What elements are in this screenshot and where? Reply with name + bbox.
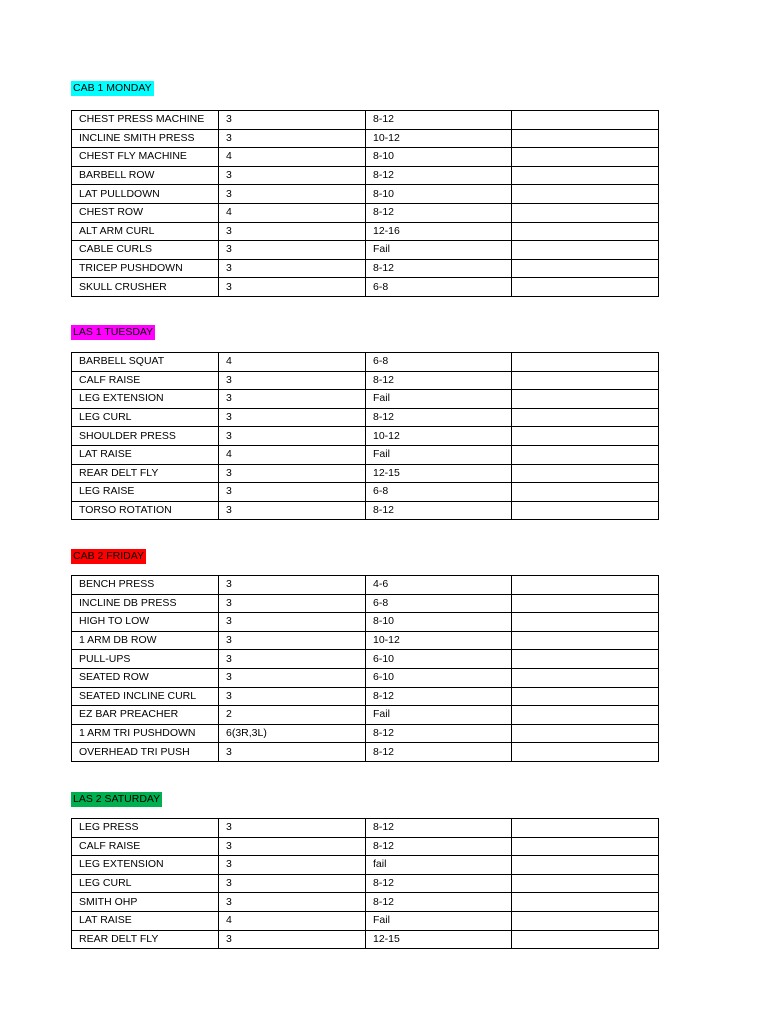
exercise-name-cell: SMITH OHP — [72, 893, 219, 912]
sets-cell: 3 — [219, 687, 366, 706]
sets-cell: 3 — [219, 631, 366, 650]
reps-cell: 8-12 — [366, 259, 512, 278]
exercise-name-cell: LAT RAISE — [72, 911, 219, 930]
exercise-name-cell: REAR DELT FLY — [72, 930, 219, 949]
exercise-name-cell: BENCH PRESS — [72, 576, 219, 595]
table-row — [72, 129, 659, 148]
exercise-name-cell: INCLINE DB PRESS — [72, 594, 219, 613]
table-row — [72, 874, 659, 893]
sets-cell: 3 — [219, 819, 366, 838]
exercise-name-cell: SEATED ROW — [72, 668, 219, 687]
table-row — [72, 650, 659, 669]
exercise-name-cell: CALF RAISE — [72, 837, 219, 856]
reps-cell: 8-12 — [366, 837, 512, 856]
notes-cell — [512, 166, 659, 185]
reps-cell: Fail — [366, 706, 512, 725]
notes-cell — [512, 501, 659, 520]
sets-cell: 4 — [219, 148, 366, 167]
notes-cell — [512, 185, 659, 204]
reps-cell: 8-12 — [366, 371, 512, 390]
exercise-name-cell: LEG CURL — [72, 408, 219, 427]
reps-cell: 8-12 — [366, 408, 512, 427]
sets-cell: 3 — [219, 390, 366, 409]
reps-cell: Fail — [366, 390, 512, 409]
notes-cell — [512, 837, 659, 856]
reps-cell: 12-16 — [366, 222, 512, 241]
notes-cell — [512, 668, 659, 687]
reps-cell: 8-10 — [366, 613, 512, 632]
exercise-name-cell: OVERHEAD TRI PUSH — [72, 743, 219, 762]
sets-cell: 4 — [219, 353, 366, 372]
reps-cell: Fail — [366, 241, 512, 260]
notes-cell — [512, 893, 659, 912]
reps-cell: 12-15 — [366, 464, 512, 483]
table-row — [72, 203, 659, 222]
sets-cell: 3 — [219, 464, 366, 483]
table-row — [72, 706, 659, 725]
sets-cell: 3 — [219, 650, 366, 669]
sets-cell: 3 — [219, 166, 366, 185]
sets-cell: 3 — [219, 594, 366, 613]
table-row — [72, 687, 659, 706]
sets-cell: 3 — [219, 278, 366, 297]
sets-cell: 3 — [219, 856, 366, 875]
sets-cell: 4 — [219, 445, 366, 464]
exercise-name-cell: ALT ARM CURL — [72, 222, 219, 241]
section-title-cab1-monday: CAB 1 MONDAY — [73, 82, 152, 94]
reps-cell: 8-12 — [366, 893, 512, 912]
notes-cell — [512, 111, 659, 130]
reps-cell: 4-6 — [366, 576, 512, 595]
reps-cell: 8-10 — [366, 185, 512, 204]
reps-cell: fail — [366, 856, 512, 875]
sets-cell: 3 — [219, 241, 366, 260]
exercise-name-cell: SHOULDER PRESS — [72, 427, 219, 446]
sets-cell: 3 — [219, 259, 366, 278]
exercise-name-cell: TRICEP PUSHDOWN — [72, 259, 219, 278]
reps-cell: 8-10 — [366, 148, 512, 167]
section-title-cab2-friday: CAB 2 FRIDAY — [73, 550, 144, 562]
sets-cell: 4 — [219, 911, 366, 930]
reps-cell: 6-8 — [366, 483, 512, 502]
sets-cell: 3 — [219, 874, 366, 893]
table-row — [72, 166, 659, 185]
exercise-name-cell: PULL-UPS — [72, 650, 219, 669]
notes-cell — [512, 483, 659, 502]
table-row — [72, 930, 659, 949]
notes-cell — [512, 687, 659, 706]
table-row — [72, 408, 659, 427]
reps-cell: 8-12 — [366, 501, 512, 520]
table-row — [72, 631, 659, 650]
table-row — [72, 856, 659, 875]
exercise-name-cell: CHEST PRESS MACHINE — [72, 111, 219, 130]
table-row — [72, 594, 659, 613]
reps-cell: 12-15 — [366, 930, 512, 949]
notes-cell — [512, 241, 659, 260]
sets-cell: 3 — [219, 576, 366, 595]
sets-cell: 3 — [219, 930, 366, 949]
reps-cell: 8-12 — [366, 724, 512, 743]
exercise-name-cell: CHEST ROW — [72, 203, 219, 222]
table-row — [72, 893, 659, 912]
sets-cell: 3 — [219, 743, 366, 762]
table-row — [72, 743, 659, 762]
exercise-name-cell: LEG EXTENSION — [72, 390, 219, 409]
sets-cell: 3 — [219, 837, 366, 856]
notes-cell — [512, 390, 659, 409]
exercise-name-cell: LEG PRESS — [72, 819, 219, 838]
exercise-name-cell: HIGH TO LOW — [72, 613, 219, 632]
reps-cell: 8-12 — [366, 166, 512, 185]
table-row — [72, 483, 659, 502]
exercise-name-cell: CHEST FLY MACHINE — [72, 148, 219, 167]
notes-cell — [512, 819, 659, 838]
notes-cell — [512, 129, 659, 148]
notes-cell — [512, 594, 659, 613]
exercise-name-cell: LEG RAISE — [72, 483, 219, 502]
notes-cell — [512, 427, 659, 446]
sets-cell: 3 — [219, 613, 366, 632]
reps-cell: 6-10 — [366, 650, 512, 669]
table-row — [72, 837, 659, 856]
reps-cell: Fail — [366, 911, 512, 930]
notes-cell — [512, 856, 659, 875]
table-row — [72, 911, 659, 930]
sets-cell: 3 — [219, 408, 366, 427]
exercise-name-cell: LEG CURL — [72, 874, 219, 893]
notes-cell — [512, 445, 659, 464]
notes-cell — [512, 911, 659, 930]
table-row — [72, 241, 659, 260]
notes-cell — [512, 278, 659, 297]
notes-cell — [512, 724, 659, 743]
exercise-name-cell: BARBELL ROW — [72, 166, 219, 185]
notes-cell — [512, 408, 659, 427]
reps-cell: 6-8 — [366, 353, 512, 372]
table-row — [72, 668, 659, 687]
exercise-name-cell: SKULL CRUSHER — [72, 278, 219, 297]
exercise-name-cell: LAT PULLDOWN — [72, 185, 219, 204]
exercise-name-cell: 1 ARM DB ROW — [72, 631, 219, 650]
table-row — [72, 222, 659, 241]
notes-cell — [512, 222, 659, 241]
table-row — [72, 185, 659, 204]
reps-cell: 8-12 — [366, 743, 512, 762]
reps-cell: 10-12 — [366, 427, 512, 446]
table-row — [72, 576, 659, 595]
sets-cell: 3 — [219, 222, 366, 241]
table-row — [72, 148, 659, 167]
reps-cell: 8-12 — [366, 111, 512, 130]
table-row — [72, 445, 659, 464]
exercise-name-cell: REAR DELT FLY — [72, 464, 219, 483]
exercise-name-cell: CALF RAISE — [72, 371, 219, 390]
workout-table-las2-saturday — [71, 818, 659, 949]
workout-table-las1-tuesday — [71, 352, 659, 520]
exercise-name-cell: INCLINE SMITH PRESS — [72, 129, 219, 148]
notes-cell — [512, 874, 659, 893]
reps-cell: 8-12 — [366, 687, 512, 706]
sets-cell: 6(3R,3L) — [219, 724, 366, 743]
table-row — [72, 464, 659, 483]
sets-cell: 2 — [219, 706, 366, 725]
workout-table-cab2-friday — [71, 575, 659, 762]
sets-cell: 3 — [219, 483, 366, 502]
workout-table-cab1-monday — [71, 110, 659, 297]
reps-cell: 8-12 — [366, 203, 512, 222]
notes-cell — [512, 930, 659, 949]
sets-cell: 3 — [219, 371, 366, 390]
exercise-name-cell: EZ BAR PREACHER — [72, 706, 219, 725]
table-row — [72, 390, 659, 409]
reps-cell: 6-8 — [366, 278, 512, 297]
table-row — [72, 111, 659, 130]
notes-cell — [512, 613, 659, 632]
table-row — [72, 613, 659, 632]
reps-cell: Fail — [366, 445, 512, 464]
reps-cell: 6-10 — [366, 668, 512, 687]
table-row — [72, 724, 659, 743]
reps-cell: 8-12 — [366, 874, 512, 893]
table-row — [72, 259, 659, 278]
reps-cell: 6-8 — [366, 594, 512, 613]
exercise-name-cell: BARBELL SQUAT — [72, 353, 219, 372]
sets-cell: 3 — [219, 185, 366, 204]
notes-cell — [512, 706, 659, 725]
table-row — [72, 501, 659, 520]
table-row — [72, 427, 659, 446]
exercise-name-cell: 1 ARM TRI PUSHDOWN — [72, 724, 219, 743]
exercise-name-cell: LEG EXTENSION — [72, 856, 219, 875]
sets-cell: 3 — [219, 427, 366, 446]
reps-cell: 10-12 — [366, 631, 512, 650]
table-row — [72, 353, 659, 372]
exercise-name-cell: CABLE CURLS — [72, 241, 219, 260]
notes-cell — [512, 464, 659, 483]
exercise-name-cell: SEATED INCLINE CURL — [72, 687, 219, 706]
sets-cell: 3 — [219, 501, 366, 520]
notes-cell — [512, 743, 659, 762]
sets-cell: 3 — [219, 893, 366, 912]
sets-cell: 3 — [219, 111, 366, 130]
notes-cell — [512, 203, 659, 222]
reps-cell: 10-12 — [366, 129, 512, 148]
notes-cell — [512, 631, 659, 650]
notes-cell — [512, 371, 659, 390]
reps-cell: 8-12 — [366, 819, 512, 838]
section-title-las1-tuesday: LAS 1 TUESDAY — [73, 326, 154, 338]
notes-cell — [512, 148, 659, 167]
notes-cell — [512, 650, 659, 669]
notes-cell — [512, 576, 659, 595]
sets-cell: 3 — [219, 129, 366, 148]
notes-cell — [512, 353, 659, 372]
table-row — [72, 819, 659, 838]
notes-cell — [512, 259, 659, 278]
exercise-name-cell: LAT RAISE — [72, 445, 219, 464]
table-row — [72, 278, 659, 297]
table-row — [72, 371, 659, 390]
exercise-name-cell: TORSO ROTATION — [72, 501, 219, 520]
sets-cell: 3 — [219, 668, 366, 687]
section-title-las2-saturday: LAS 2 SATURDAY — [73, 793, 161, 805]
sets-cell: 4 — [219, 203, 366, 222]
